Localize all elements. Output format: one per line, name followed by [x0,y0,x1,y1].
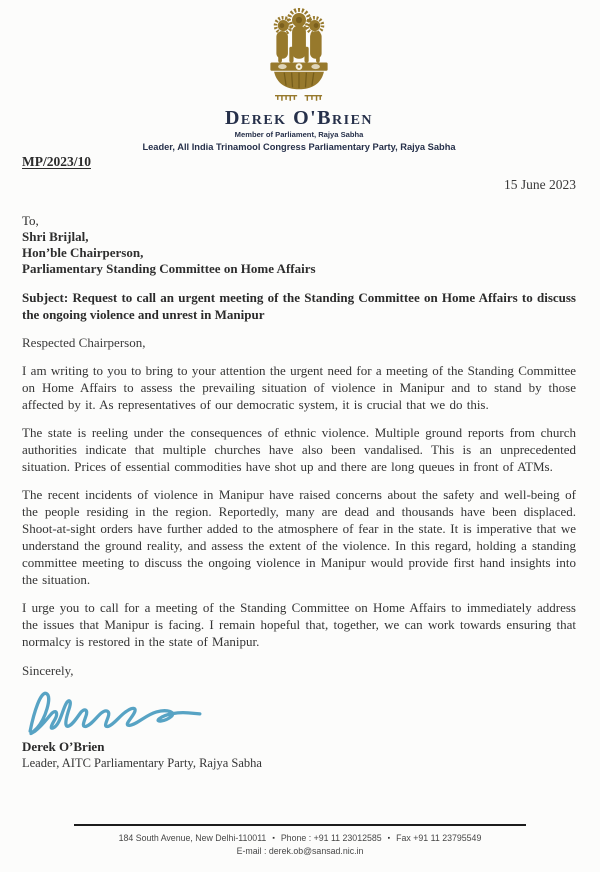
letterhead-subtitle: Leader, All India Trinamool Congress Parliamentary Party, Rajya Sabha [142,142,456,152]
footer-fax: Fax +91 11 23795549 [396,833,482,843]
closing: Sincerely, [22,663,74,678]
footer-contact-line [0,832,600,845]
body-paragraph: The state is reeling under the consequences of ethnic violence. Multiple ground reports from church authorities indicate that multiple churches have also been vandalised. This is an unprecedented situation. Prices of essential commodities have shot up and there are long queues in front of ATMs. [22,425,576,474]
letter-footer [0,824,600,858]
letterhead [22,8,576,152]
national-emblem-icon [22,8,576,104]
satyameva-jayate-text [275,96,322,101]
footer-address: 184 South Avenue, New Delhi-110011 [118,833,267,843]
recipient-block [22,213,576,277]
reference-number: MP/2023/10 [22,154,91,169]
recipient-organisation: Parliamentary Standing Committee on Home Affairs [22,261,316,276]
subject-line: Subject: Request to call an urgent meeting of the Standing Committee on Home Affairs to discuss the ongoing violence and unrest in Manipur [22,290,576,322]
footer-email: E-mail : derek.ob@sansad.nic.in [236,846,364,856]
footer-phone: Phone : +91 11 23012585 [280,833,382,843]
footer-email-line [0,845,600,858]
letterhead-title: Member of Parliament, Rajya Sabha [234,130,364,139]
signature-scribble-icon [20,683,208,737]
body-paragraph: The recent incidents of violence in Manipur have raised concerns about the safety and well-being of the people residing in the region. Reportedly, many are dead and thousands have been displaced. Shoot-at-sight orders have further added to the atmosphere of fear in the state. It is imperative that we understand the ground reality, and assess the extent of the violence. In this regard, holding a standing committee meeting to discuss the ongoing violence in Manipur would provide first hand insights into the situation. [22,487,576,587]
footer-separator: ▪ [272,835,275,842]
body-paragraph: I am writing to you to bring to your attention the urgent need for a meeting of the Standing Committee on Home Affairs to assess the prevailing situation of violence in Manipur and to stand by those affected by it. As representatives of our democratic system, it is crucial that we do this. [22,363,576,412]
signature-block [22,683,576,771]
footer-separator: ▪ [387,835,391,842]
letter-date: 15 June 2023 [504,177,576,192]
lion-capital-icon [262,8,336,104]
recipient-name: Shri Brijlal, [22,229,89,244]
letterhead-name: Derek O'Brien [224,107,374,129]
signatory-title: Leader, AITC Parliamentary Party, Rajya Sabha [22,756,262,770]
recipient-to: To, [22,213,39,228]
signatory-name: Derek O’Brien [22,739,105,754]
body-paragraph: I urge you to call for a meeting of the Standing Committee on Home Affairs to immediately address the issues that Manipur is facing. I remain hopeful that, together, we can work towards ensuring that normalcy is restored in the state of Manipur. [22,600,576,649]
footer-divider [74,824,526,826]
recipient-designation: Hon’ble Chairperson, [22,245,144,260]
greeting: Respected Chairperson, [22,335,146,350]
